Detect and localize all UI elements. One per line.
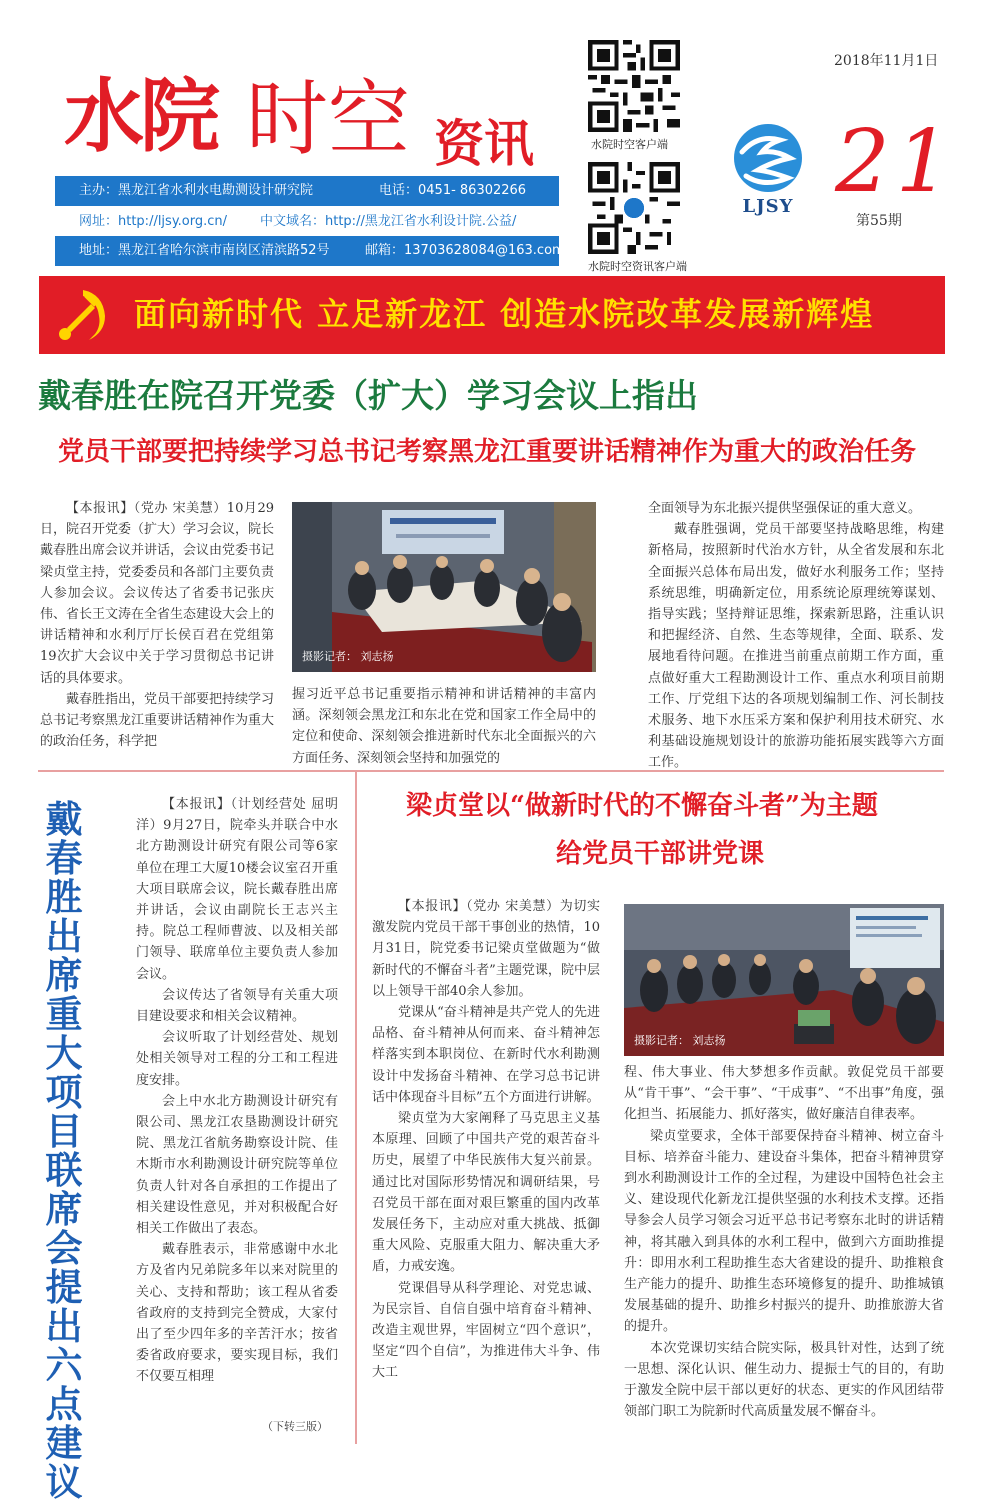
host-label: 主办：黑龙江省水利水电勘测设计研究院 (79, 183, 314, 198)
article1-para: 全面领导为东北振兴提供坚强保证的重大意义。 (648, 501, 922, 516)
article2-vertical-title: 戴春胜出席重大项目联席会提出六点建议 (45, 798, 83, 1504)
party-emblem-icon (51, 284, 113, 346)
article1-para: 戴春胜指出，党员干部要把持续学习总书记考察黑龙江重要讲话精神作为重大的政治任务，科学把 (40, 691, 275, 750)
article1-headline: 戴春胜在院召开党委（扩大）学习会议上指出 (38, 376, 698, 415)
website-link[interactable]: 网址：http://ljsy.org.cn/ (79, 214, 228, 229)
article2-para: 【本报讯】（计划经营处 屈明洋）9月27日，院牵头并联合中水北方勘测设计研究有限公司等6家单位在理工大厦10楼会议室召开重大项目联席会议，院长戴春胜出席并讲话，会议由副院长王志兴主持。院总工程师曹波、以及相关部门领导、联席单位主要负责人参加会议。 (136, 797, 338, 982)
qr-code-icon[interactable] (588, 162, 680, 254)
ljsy-logo-icon (728, 122, 808, 222)
article3-para: 梁贞堂为大家阐释了马克思主义基本原理、回顾了中国共产党的艰苦奋斗历史，展望了中华民族伟大复兴前景。通过比对国际形势情况和调研结果，号召党员干部在面对艰巨繁重的国内改革发展任务下，主动应对重大挑战、抵御重大风险、克服重大阻力、解决重大矛盾，力戒安逸。 (372, 1111, 600, 1275)
article1-col1 (40, 498, 274, 752)
article2-para: 会上中水北方勘测设计研究有限公司、黑龙江农垦勘测设计研究院、黑龙江省航务勘察设计院、佳木斯市水利勘测设计研究院等单位负责人针对各自承担的工作提出了相关建设性意见，并对积极配合好相关工作做出了表态。 (136, 1093, 338, 1237)
article3-headline-line2: 给党员干部讲党课 (556, 839, 765, 869)
slogan-banner (39, 276, 945, 354)
column-divider (355, 772, 357, 1444)
email-label: 邮箱：13703628084@163.com (365, 243, 565, 258)
article2-para: 戴春胜表示，非常感谢中水北方及省内兄弟院多年以来对院里的关心、支持和帮助；该工程从省委省政府的支持到完全赞成，大家付出了至少四年多的辛苦汗水；按省委省政府要求，要实现目标，我们不仅要互相理 (136, 1242, 338, 1385)
section-divider (38, 770, 944, 772)
article3-para: 党课倡导从科学理论、对党忠诚、为民宗旨、自信自强中培育奋斗精神、改造主观世界，牢固树立“四个意识”，坚定“四个自信”，为推进伟大斗争、伟大工 (372, 1280, 600, 1381)
title-zixun: 资讯 (434, 115, 534, 173)
cn-domain-link[interactable]: 中文域名：http://黑龙江省水利设计院.公益/ (260, 214, 517, 229)
continue-note[interactable]: （下转三版） (262, 1420, 328, 1433)
article3-para: 【本报讯】（党办 宋美慧）为切实激发院内党员干部干事创业的热情，10月31日，院党委书记梁贞堂做题为“做新时代的不懈奋斗者”主题党课，院中层以上领导干部40余人参加。 (372, 899, 600, 999)
article1-col3 (648, 498, 944, 774)
issue-number: 21 (835, 112, 957, 212)
article2-para: 会议听取了计划经营处、规划处相关领导对工程的分工和工程进度安排。 (136, 1030, 338, 1088)
article1-para: 握习近平总书记重要指示精神和讲话精神的丰富内涵。深刻领会黑龙江和东北在党和国家工作全局中的定位和使命、深刻领会推进新时代东北全面振兴的六方面任务、深刻领会坚持和加强党的 (292, 687, 596, 766)
article1-col2 (292, 684, 596, 769)
article3-para: 程、伟大事业、伟大梦想多作贡献。敦促党员干部要从“肯干事”、“会干事”、“干成事”、“不出事”角度，强化担当、拓展能力、抓好落实，做好廉洁自律表率。 (624, 1065, 944, 1123)
article3-photo-caption: 摄影记者： 刘志扬 (634, 1034, 726, 1047)
qr-code-icon[interactable] (588, 40, 680, 132)
phone-label: 电话：0451- 86302266 (379, 183, 527, 198)
info-bar-web (55, 207, 559, 237)
article1-photo-caption: 摄影记者： 刘志扬 (302, 650, 394, 663)
issue-date: 2018年11月1日 (834, 53, 939, 69)
article3-col2 (624, 1062, 944, 1422)
article1-photo (292, 502, 596, 672)
article3-col1 (372, 896, 600, 1384)
article3-photo (624, 904, 944, 1056)
slogan-text: 面向新时代 立足新龙江 创造水院改革发展新辉煌 (134, 295, 875, 333)
title-shikong: 时空 (246, 72, 411, 167)
title-shuiyuan: 水院 (64, 70, 216, 163)
article1-para: 戴春胜强调，党员干部要坚持战略思维，构建新格局，按照新时代治水方针，从全省发展和东北全面振兴总体布局出发，做好水利服务工作；坚持系统思维，明确新定位，用系统论原理统筹谋划、指导实践；坚持辩证思维，探索新思路，注重认识和把握经济、自然、生态等规律，全面、联系、发展地看待问题。在推进当前重点前期工作方面，重点做好重大工程勘测设计工作、重点水利项目前期工作、厅党组下达的各项规划编制工作、河长制技术服务、地下水压采方案和保护利用技术研究、水利基础设施规划设计的旅游功能拓展实践等六方面工作。 (648, 522, 944, 771)
article3-headline-line1: 梁贞堂以“做新时代的不懈奋斗者”为主题 (406, 791, 878, 821)
info-bar-address (55, 236, 565, 266)
article2-para: 会议传达了省领导有关重大项目建设要求和相关会议精神。 (136, 987, 338, 1025)
issue-period: 第55期 (856, 213, 902, 229)
article1-subheadline: 党员干部要把持续学习总书记考察黑龙江重要讲话精神作为重大的政治任务 (58, 437, 917, 467)
logo-text: LJSY (742, 196, 794, 217)
article1-para: 【本报讯】（党办 宋美慧）10月29日，院召开党委（扩大）学习会议，院长戴春胜出席会议并讲话，会议由党委书记梁贞堂主持，党委委员和各部门主要负责人参加会议。会议传达了省委书记张庆伟、省长王文涛在全省生态建设大会上的讲话精神和水利厅厅长侯百君在党组第19次扩大会议中关于学习贯彻总书记讲话的具体要求。 (40, 501, 275, 686)
article3-para: 党课从“奋斗精神是共产党人的先进品格、奋斗精神从何而来、奋斗精神怎样落实到本职岗位、在新时代水利勘测设计中发扬奋斗精神、在学习总书记讲话中体现奋斗目标”五个方面进行讲解。 (372, 1005, 600, 1105)
info-bar-host (55, 176, 559, 206)
qr2-caption: 水院时空资讯客户端 (588, 260, 687, 273)
qr1-caption: 水院时空客户端 (591, 138, 668, 151)
article3-para: 本次党课切实结合院实际，极具针对性，达到了统一思想、深化认识、催生动力、提振士气的目的，有助于激发全院中层干部以更好的状态、更实的作风团结带领部门职工为院新时代高质量发展不懈奋斗。 (624, 1340, 944, 1420)
article2-body (136, 794, 338, 1388)
article3-para: 梁贞堂要求，全体干部要保持奋斗精神、树立奋斗目标、培养奋斗能力、建设奋斗集体，把奋斗精神贯穿到水利勘测设计工作的全过程，为建设中国特色社会主义、建设现代化新龙江提供坚强的水利技术支撑。还指导参会人员学习领会习近平总书记考察东北时的讲话精神，将其融入到具体的水利工程中，做到六方面助推提升：即用水利工程助推生态大省建设的提升、助推粮食生产能力的提升、助推生态环境修复的提升、助推城镇发展基础的提升、助推乡村振兴的提升、助推旅游大省的提升。 (624, 1128, 944, 1335)
address-label: 地址：黑龙江省哈尔滨市南岗区清滨路52号 (79, 243, 330, 258)
masthead-title (64, 62, 564, 182)
